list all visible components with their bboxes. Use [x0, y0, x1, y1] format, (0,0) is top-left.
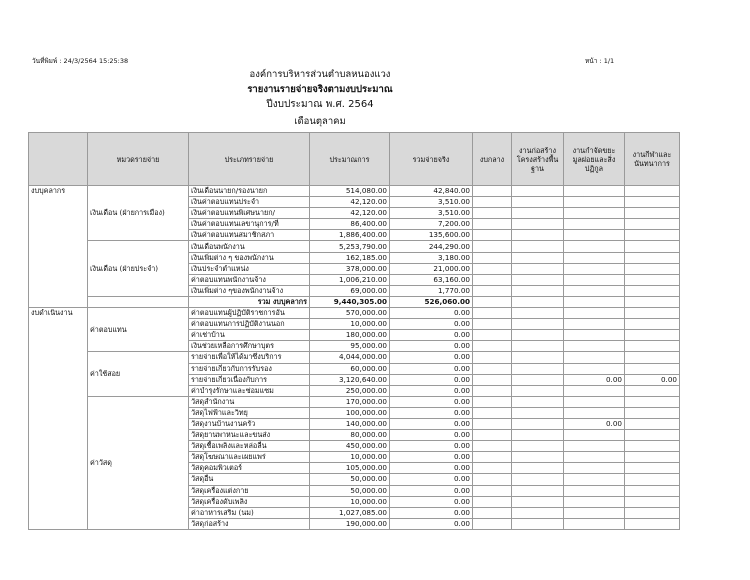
- budget-table: [28, 132, 680, 530]
- budget-value: 10,000.00: [310, 452, 390, 463]
- sport-cell: [625, 430, 680, 441]
- waste-cell: [564, 341, 625, 352]
- budget-value: 570,000.00: [310, 308, 390, 319]
- table-row: [29, 396, 680, 407]
- sport-cell: [625, 319, 680, 330]
- sport-cell: [625, 418, 680, 429]
- column-header: ประมาณการ: [310, 133, 390, 186]
- waste-cell: 0.00: [564, 418, 625, 429]
- waste-cell: [564, 285, 625, 296]
- sport-cell: [625, 263, 680, 274]
- waste-cell: [564, 385, 625, 396]
- item-name: เงินเดือนนายก/รองนายก: [189, 186, 310, 197]
- waste-cell: [564, 430, 625, 441]
- budget-value: 50,000.00: [310, 474, 390, 485]
- central-budget-cell: [473, 385, 512, 396]
- waste-cell: [564, 241, 625, 252]
- waste-cell: 0.00: [564, 374, 625, 385]
- item-name: เงินประจำตำแหน่ง: [189, 263, 310, 274]
- construction-cell: [512, 341, 564, 352]
- item-name: เงินค่าตอบแทนประจำ: [189, 197, 310, 208]
- budget-value: 50,000.00: [310, 485, 390, 496]
- construction-cell: [512, 363, 564, 374]
- actual-value: 0.00: [390, 418, 473, 429]
- table-row: [29, 186, 680, 197]
- sport-cell: [625, 363, 680, 374]
- page-number: หน้า : 1/1: [585, 57, 615, 65]
- budget-value: 250,000.00: [310, 385, 390, 396]
- central-budget-cell: [473, 496, 512, 507]
- table-row: [29, 241, 680, 252]
- waste-cell: [564, 230, 625, 241]
- sport-cell: [625, 219, 680, 230]
- total-label: รวม งบบุคลากร: [189, 296, 310, 307]
- waste-cell: [564, 518, 625, 529]
- construction-cell: [512, 507, 564, 518]
- sport-cell: [625, 274, 680, 285]
- waste-cell: [564, 330, 625, 341]
- budget-value: 450,000.00: [310, 441, 390, 452]
- budget-value: 190,000.00: [310, 518, 390, 529]
- sport-cell: [625, 407, 680, 418]
- central-budget-cell: [473, 230, 512, 241]
- actual-value: 7,200.00: [390, 219, 473, 230]
- total-row: [29, 296, 680, 307]
- budget-value: 69,000.00: [310, 285, 390, 296]
- item-name: วัสดุโฆษณาและเผยแพร่: [189, 452, 310, 463]
- sport-cell: [625, 208, 680, 219]
- actual-value: 0.00: [390, 485, 473, 496]
- budget-value: 42,120.00: [310, 197, 390, 208]
- construction-cell: [512, 407, 564, 418]
- actual-value: 0.00: [390, 407, 473, 418]
- item-name: เงินช่วยเหลือการศึกษาบุตร: [189, 341, 310, 352]
- central-budget-cell: [473, 274, 512, 285]
- item-name: ค่าตอบแทนพนักงานจ้าง: [189, 274, 310, 285]
- budget-value: 5,253,790.00: [310, 241, 390, 252]
- item-name: รายจ่ายเพื่อให้ได้มาซึ่งบริการ: [189, 352, 310, 363]
- central-budget-cell: [473, 352, 512, 363]
- actual-value: 0.00: [390, 441, 473, 452]
- central-budget-cell: [473, 485, 512, 496]
- waste-cell: [564, 252, 625, 263]
- item-name: รายจ่ายเกี่ยวกับการรับรอง: [189, 363, 310, 374]
- waste-cell: [564, 407, 625, 418]
- construction-cell: [512, 396, 564, 407]
- item-name: วัสดุคอมพิวเตอร์: [189, 463, 310, 474]
- construction-cell: [512, 319, 564, 330]
- budget-value: 4,044,000.00: [310, 352, 390, 363]
- actual-value: 0.00: [390, 452, 473, 463]
- item-name: วัสดุเชื้อเพลิงและหล่อลื่น: [189, 441, 310, 452]
- construction-cell: [512, 241, 564, 252]
- construction-cell: [512, 374, 564, 385]
- central-budget-cell: [473, 374, 512, 385]
- sport-cell: [625, 352, 680, 363]
- central-budget-cell: [473, 418, 512, 429]
- budget-value: 80,000.00: [310, 430, 390, 441]
- item-name: เงินค่าตอบแทนพิเศษนายก/: [189, 208, 310, 219]
- fiscal-year: ปีงบประมาณ พ.ศ. 2564: [266, 99, 374, 110]
- sport-cell: [625, 308, 680, 319]
- construction-cell: [512, 518, 564, 529]
- column-header: ประเภทรายจ่าย: [189, 133, 310, 186]
- central-budget-cell: [473, 407, 512, 418]
- sport-cell: [625, 341, 680, 352]
- actual-value: 0.00: [390, 507, 473, 518]
- central-budget-cell: [473, 219, 512, 230]
- item-name: วัสดุเครื่องแต่งกาย: [189, 485, 310, 496]
- column-header: รวมจ่ายจริง: [390, 133, 473, 186]
- actual-value: 0.00: [390, 430, 473, 441]
- central-budget-cell: [473, 341, 512, 352]
- actual-value: 135,600.00: [390, 230, 473, 241]
- construction-cell: [512, 441, 564, 452]
- actual-value: 244,290.00: [390, 241, 473, 252]
- construction-cell: [512, 430, 564, 441]
- construction-cell: [512, 186, 564, 197]
- item-name: วัสดุสำนักงาน: [189, 396, 310, 407]
- waste-cell: [564, 363, 625, 374]
- sport-cell: [625, 330, 680, 341]
- item-name: เงินค่าตอบแทนสมาชิกสภา: [189, 230, 310, 241]
- central-budget-cell: [473, 208, 512, 219]
- item-name: เงินเพิ่มต่าง ๆ ของพนักงาน: [189, 252, 310, 263]
- waste-cell: [564, 474, 625, 485]
- actual-value: 0.00: [390, 396, 473, 407]
- construction-cell: [512, 496, 564, 507]
- item-name: วัสดุก่อสร้าง: [189, 518, 310, 529]
- group-name: ค่าวัสดุ: [88, 396, 189, 529]
- construction-cell: [512, 208, 564, 219]
- item-name: รายจ่ายเกี่ยวเนื่องกับการ: [189, 374, 310, 385]
- total-empty-cell: [512, 296, 564, 307]
- report-month: เดือนตุลาคม: [294, 116, 346, 127]
- waste-cell: [564, 263, 625, 274]
- construction-cell: [512, 308, 564, 319]
- total-budget: 9,440,305.00: [310, 296, 390, 307]
- waste-cell: [564, 463, 625, 474]
- construction-cell: [512, 352, 564, 363]
- budget-value: 60,000.00: [310, 363, 390, 374]
- budget-value: 86,400.00: [310, 219, 390, 230]
- budget-value: 95,000.00: [310, 341, 390, 352]
- construction-cell: [512, 252, 564, 263]
- waste-cell: [564, 308, 625, 319]
- actual-value: 0.00: [390, 363, 473, 374]
- actual-value: 0.00: [390, 330, 473, 341]
- sport-cell: [625, 441, 680, 452]
- table-row: [29, 352, 680, 363]
- sport-cell: [625, 518, 680, 529]
- budget-value: 140,000.00: [310, 418, 390, 429]
- org-name: องค์การบริหารส่วนตำบลหนองแวง: [249, 69, 391, 80]
- budget-value: 100,000.00: [310, 407, 390, 418]
- sport-cell: [625, 197, 680, 208]
- waste-cell: [564, 396, 625, 407]
- actual-value: 63,160.00: [390, 274, 473, 285]
- budget-value: 180,000.00: [310, 330, 390, 341]
- central-budget-cell: [473, 430, 512, 441]
- total-empty-cell: [625, 296, 680, 307]
- item-name: วัสดุอื่น: [189, 474, 310, 485]
- item-name: ค่าตอบแทนการปฏิบัติงานนอก: [189, 319, 310, 330]
- budget-value: 1,027,085.00: [310, 507, 390, 518]
- actual-value: 0.00: [390, 463, 473, 474]
- waste-cell: [564, 319, 625, 330]
- construction-cell: [512, 418, 564, 429]
- total-spacer: [88, 296, 189, 307]
- waste-cell: [564, 496, 625, 507]
- central-budget-cell: [473, 186, 512, 197]
- central-budget-cell: [473, 263, 512, 274]
- actual-value: 0.00: [390, 518, 473, 529]
- item-name: วัสดุไฟฟ้าและวิทยุ: [189, 407, 310, 418]
- group-name: เงินเดือน (ฝ่ายประจำ): [88, 241, 189, 296]
- item-name: วัสดุยานพาหนะและขนส่ง: [189, 430, 310, 441]
- column-header: [29, 133, 88, 186]
- sport-cell: [625, 463, 680, 474]
- column-header: งานกีฬาและนันทนาการ: [625, 133, 680, 186]
- item-name: วัสดุงานบ้านงานครัว: [189, 418, 310, 429]
- sport-cell: 0.00: [625, 374, 680, 385]
- budget-value: 378,000.00: [310, 263, 390, 274]
- central-budget-cell: [473, 252, 512, 263]
- sport-cell: [625, 485, 680, 496]
- budget-value: 10,000.00: [310, 319, 390, 330]
- central-budget-cell: [473, 518, 512, 529]
- construction-cell: [512, 285, 564, 296]
- actual-value: 0.00: [390, 374, 473, 385]
- sport-cell: [625, 396, 680, 407]
- sport-cell: [625, 452, 680, 463]
- central-budget-cell: [473, 396, 512, 407]
- central-budget-cell: [473, 241, 512, 252]
- column-header: งานก่อสร้างโครงสร้างพื้นฐาน: [512, 133, 564, 186]
- sport-cell: [625, 496, 680, 507]
- central-budget-cell: [473, 441, 512, 452]
- construction-cell: [512, 197, 564, 208]
- total-empty-cell: [473, 296, 512, 307]
- actual-value: 21,000.00: [390, 263, 473, 274]
- section-name: งบดำเนินงาน: [29, 308, 88, 530]
- actual-value: 0.00: [390, 474, 473, 485]
- actual-value: 0.00: [390, 341, 473, 352]
- construction-cell: [512, 330, 564, 341]
- column-header: งานกำจัดขยะมูลฝอยและสิ่งปฏิกูล: [564, 133, 625, 186]
- item-name: เงินเพิ่มต่าง ๆของพนักงานจ้าง: [189, 285, 310, 296]
- group-name: ค่าตอบแทน: [88, 308, 189, 352]
- budget-value: 3,120,640.00: [310, 374, 390, 385]
- sport-cell: [625, 385, 680, 396]
- central-budget-cell: [473, 363, 512, 374]
- sport-cell: [625, 241, 680, 252]
- waste-cell: [564, 507, 625, 518]
- table-header-row: [29, 133, 680, 186]
- sport-cell: [625, 507, 680, 518]
- central-budget-cell: [473, 463, 512, 474]
- waste-cell: [564, 441, 625, 452]
- actual-value: 0.00: [390, 385, 473, 396]
- construction-cell: [512, 274, 564, 285]
- total-actual: 526,060.00: [390, 296, 473, 307]
- actual-value: 0.00: [390, 308, 473, 319]
- central-budget-cell: [473, 452, 512, 463]
- central-budget-cell: [473, 308, 512, 319]
- waste-cell: [564, 208, 625, 219]
- report-title: รายงานรายจ่ายจริงตามงบประมาณ: [247, 84, 393, 95]
- item-name: วัสดุเครื่องดับเพลิง: [189, 496, 310, 507]
- central-budget-cell: [473, 319, 512, 330]
- central-budget-cell: [473, 330, 512, 341]
- central-budget-cell: [473, 285, 512, 296]
- item-name: ค่าเช่าบ้าน: [189, 330, 310, 341]
- construction-cell: [512, 485, 564, 496]
- waste-cell: [564, 485, 625, 496]
- budget-value: 514,080.00: [310, 186, 390, 197]
- sport-cell: [625, 230, 680, 241]
- print-date: วันที่พิมพ์ : 24/3/2564 15:25:38: [32, 57, 129, 65]
- sport-cell: [625, 252, 680, 263]
- table-row: [29, 308, 680, 319]
- waste-cell: [564, 186, 625, 197]
- sport-cell: [625, 474, 680, 485]
- actual-value: 3,510.00: [390, 208, 473, 219]
- item-name: เงินค่าตอบแทนเลขานุการ/ที่: [189, 219, 310, 230]
- central-budget-cell: [473, 474, 512, 485]
- construction-cell: [512, 463, 564, 474]
- waste-cell: [564, 274, 625, 285]
- item-name: เงินเดือนพนักงาน: [189, 241, 310, 252]
- actual-value: 42,840.00: [390, 186, 473, 197]
- budget-value: 162,185.00: [310, 252, 390, 263]
- construction-cell: [512, 263, 564, 274]
- section-name: งบบุคลากร: [29, 186, 88, 308]
- budget-value: 1,006,210.00: [310, 274, 390, 285]
- actual-value: 1,770.00: [390, 285, 473, 296]
- budget-value: 1,886,400.00: [310, 230, 390, 241]
- central-budget-cell: [473, 197, 512, 208]
- actual-value: 0.00: [390, 319, 473, 330]
- item-name: ค่าอาหารเสริม (นม): [189, 507, 310, 518]
- item-name: ค่าบำรุงรักษาและซ่อมแซม: [189, 385, 310, 396]
- waste-cell: [564, 452, 625, 463]
- budget-value: 10,000.00: [310, 496, 390, 507]
- budget-value: 42,120.00: [310, 208, 390, 219]
- sport-cell: [625, 285, 680, 296]
- item-name: ค่าตอบแทนผู้ปฏิบัติราชการอัน: [189, 308, 310, 319]
- budget-value: 105,000.00: [310, 463, 390, 474]
- waste-cell: [564, 219, 625, 230]
- construction-cell: [512, 385, 564, 396]
- sport-cell: [625, 186, 680, 197]
- actual-value: 3,180.00: [390, 252, 473, 263]
- budget-value: 170,000.00: [310, 396, 390, 407]
- waste-cell: [564, 352, 625, 363]
- actual-value: 0.00: [390, 496, 473, 507]
- construction-cell: [512, 219, 564, 230]
- column-header: งบกลาง: [473, 133, 512, 186]
- group-name: ค่าใช้สอย: [88, 352, 189, 396]
- central-budget-cell: [473, 507, 512, 518]
- table-body: [29, 186, 680, 530]
- construction-cell: [512, 230, 564, 241]
- construction-cell: [512, 452, 564, 463]
- actual-value: 0.00: [390, 352, 473, 363]
- actual-value: 3,510.00: [390, 197, 473, 208]
- waste-cell: [564, 197, 625, 208]
- column-header: หมวดรายจ่าย: [88, 133, 189, 186]
- total-empty-cell: [564, 296, 625, 307]
- group-name: เงินเดือน (ฝ่ายการเมือง): [88, 186, 189, 241]
- construction-cell: [512, 474, 564, 485]
